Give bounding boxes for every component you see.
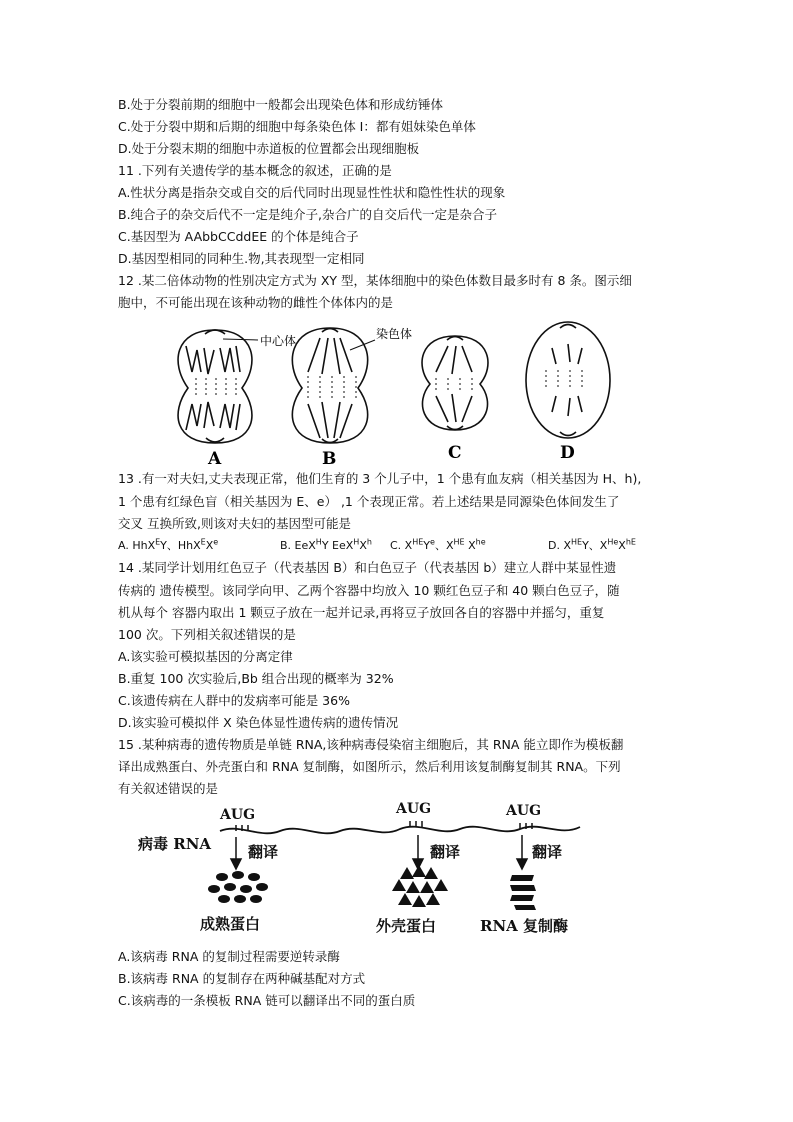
question-15-line3: 有关叙述错误的是	[118, 781, 219, 796]
question-12-line2: 胞中，不可能出现在该种动物的雌性个体体内的是	[118, 295, 394, 310]
question-13-line2: 1 个患有红绿色盲（相关基因为 E、e） ,1 个表现正常。若上述结果是同源染色体间发生了	[118, 494, 620, 509]
cell-c	[422, 336, 488, 430]
option-d-q13: D. $X^{HE}Y$、$X^{He}X^{hE}$	[548, 537, 636, 552]
option-c-q13: C. $X^{HE}Y^e$、$X^{HE}$ $X^{he}$	[390, 537, 486, 552]
cell-b	[292, 328, 367, 443]
label-centriole: 中心体	[260, 334, 297, 348]
option-c-q14: C.该遗传病在人群中的发病率可能是 36%	[118, 693, 350, 708]
option-d-q14: D.该实验可模拟伴 X 染色体显性遗传病的遗传情况	[118, 715, 399, 730]
option-a-q14: A.该实验可模拟基因的分离定律	[118, 649, 293, 664]
question-13-options	[118, 537, 678, 555]
cell-division-figure	[160, 318, 620, 468]
option-b-q11: B.纯合子的杂交后代不一定是纯介子,杂合广的自交后代一定是杂合子	[118, 207, 498, 222]
mature-protein-icon	[208, 871, 268, 903]
question-11: 11 .下列有关遗传学的基本概念的叙述，正确的是	[118, 163, 392, 178]
question-15-line2: 译出成熟蛋白、外壳蛋白和 RNA 复制酶，如图所示，然后利用该复制酶复制其 RNA。下列	[118, 759, 621, 774]
product-capsid-protein: 外壳蛋白	[376, 917, 437, 935]
question-12-line1: 12 .某二倍体动物的性别决定方式为 XY 型，某体细胞中的染色体数目最多时有 8 条。图示细	[118, 273, 632, 288]
option-c-q15: C.该病毒的一条模板 RNA 链可以翻译出不同的蛋白质	[118, 993, 416, 1008]
label-chromosome: 染色体	[376, 327, 413, 341]
question-14-line1: 14 .某同学计划用红色豆子（代表基因 B）和白色豆子（代表基因 b）建立人群中某显性遗	[118, 560, 617, 575]
cell-a	[178, 330, 252, 443]
option-b-q10: B.处于分裂前期的细胞中一般都会出现染色体和形成纺锤体	[118, 97, 444, 112]
virus-rna-figure	[130, 795, 610, 945]
rna-label: 病毒 RNA	[138, 835, 212, 853]
translate-label-3: 翻译	[532, 843, 563, 861]
cell-label-d: D	[560, 443, 575, 463]
codon-label-1: AUG	[220, 807, 256, 823]
translate-label-1: 翻译	[248, 843, 279, 861]
question-14-line3: 机从每个 容器内取出 1 颗豆子放在一起并记录,再将豆子放回各自的容器中并摇匀，重复	[118, 605, 605, 620]
cell-label-b: B	[322, 449, 337, 468]
question-14-line4: 100 次。下列相关叙述错误的是	[118, 627, 296, 642]
option-d-q10: D.处于分裂末期的细胞中赤道板的位置都会出现细胞板	[118, 141, 420, 156]
question-13-line1: 13 .有一对夫妇,丈夫表现正常，他们生育的 3 个儿子中，1 个患有血友病（相关基因为 H、h),	[118, 471, 642, 486]
option-c-q11: C.基因型为 AAbbCCddEE 的个体是纯合子	[118, 229, 359, 244]
option-b-q13: B. EeX$^H$Y $EeX^HX^h$	[280, 537, 372, 552]
option-d-q11: D.基因型相同的同种生.物,其表现型一定相同	[118, 251, 365, 266]
product-mature-protein: 成熟蛋白	[200, 915, 261, 933]
question-13-line3: 交叉 互换所致,则该对夫妇的基因型可能是	[118, 516, 351, 531]
codon-label-2: AUG	[396, 801, 432, 817]
option-b-q15: B.该病毒 RNA 的复制存在两种碱基配对方式	[118, 971, 366, 986]
cell-d	[526, 322, 610, 438]
cell-label-c: C	[448, 443, 462, 463]
option-a-q11: A.性状分离是指杂交或自交的后代同时出现显性性状和隐性性状的现象	[118, 185, 506, 200]
capsid-protein-icon	[392, 865, 448, 907]
option-a-q13: A. HhX$^E$Y、HhX$^E$Xe	[118, 537, 219, 552]
option-a-q15: A.该病毒 RNA 的复制过程需要逆转录酶	[118, 949, 340, 964]
codon-label-3: AUG	[506, 803, 542, 819]
option-b-q14: B.重复 100 次实验后,Bb 组合出现的概率为 32%	[118, 671, 394, 686]
question-15-line1: 15 .某种病毒的遗传物质是单链 RNA,该种病毒侵染宿主细胞后，其 RNA 能立即作为模板翻	[118, 737, 624, 752]
question-14-line2: 传病的 遗传模型。该同学向甲、乙两个容器中均放入 10 颗红色豆子和 40 颗白色豆子，随	[118, 583, 620, 598]
rna-replicase-icon	[510, 875, 536, 910]
cell-label-a: A	[208, 449, 222, 468]
translate-label-2: 翻译	[430, 843, 461, 861]
option-c-q10: C.处于分裂中期和后期的细胞中每条染色体 I：都有姐妹染色单体	[118, 119, 476, 134]
product-rna-replicase: RNA 复制酶	[480, 917, 569, 935]
